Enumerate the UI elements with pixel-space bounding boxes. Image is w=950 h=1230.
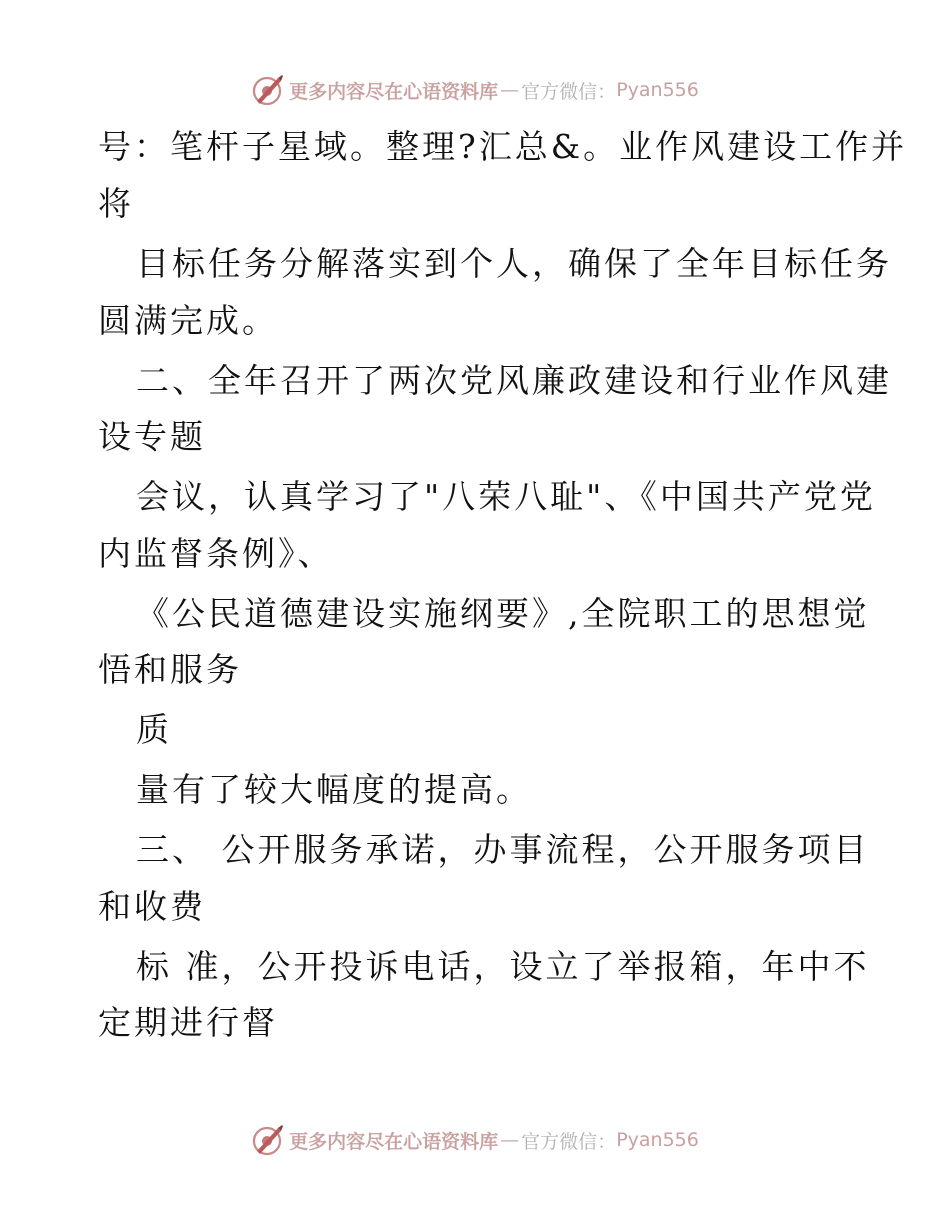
- pen-logo-icon: [251, 73, 285, 107]
- watermark-dash: —: [500, 1129, 520, 1151]
- text-line: 将: [98, 184, 134, 223]
- watermark-id: Pyan556: [616, 79, 699, 101]
- header-watermark: [0, 68, 950, 112]
- watermark-suffix: 官方微信：: [521, 1130, 617, 1153]
- watermark-suffix: 官方微信：: [521, 80, 617, 103]
- footer-watermark: [0, 1118, 950, 1162]
- text-line: 设专题: [98, 417, 206, 456]
- watermark-dash: —: [500, 79, 520, 101]
- text-line: 会议，认真学习了"八荣八耻"、《中国共产党党: [136, 477, 876, 516]
- text-line: 和收费: [98, 887, 206, 926]
- text-line: 圆满完成。: [98, 301, 278, 340]
- text-line: 标 准，公开投诉电话，设立了举报箱，年中不: [136, 947, 870, 986]
- text-line: 《公民道德建设实施纲要》,全院职工的思想觉: [136, 594, 870, 633]
- watermark-text: 更多内容尽在心语资料库: [289, 1130, 499, 1153]
- text-line: 质: [136, 710, 172, 749]
- text-line: 目标任务分解落实到个人，确保了全年目标任务: [136, 244, 892, 283]
- text-line: 悟和服务: [98, 650, 242, 689]
- watermark-id: Pyan556: [616, 1129, 699, 1151]
- watermark-text: 更多内容尽在心语资料库: [289, 80, 499, 103]
- text-line: 号：笔杆子星域。整理?汇总&。业作风建设工作并: [98, 127, 908, 166]
- text-line: 三、 公开服务承诺，办事流程，公开服务项目: [136, 830, 870, 869]
- pen-logo-icon: [251, 1123, 285, 1157]
- text-line: 二、全年召开了两次党风廉政建设和行业作风建: [136, 361, 892, 400]
- text-line: 量有了较大幅度的提高。: [136, 770, 532, 809]
- text-line: 定期进行督: [98, 1003, 278, 1042]
- text-line: 内监督条例》、: [98, 534, 334, 573]
